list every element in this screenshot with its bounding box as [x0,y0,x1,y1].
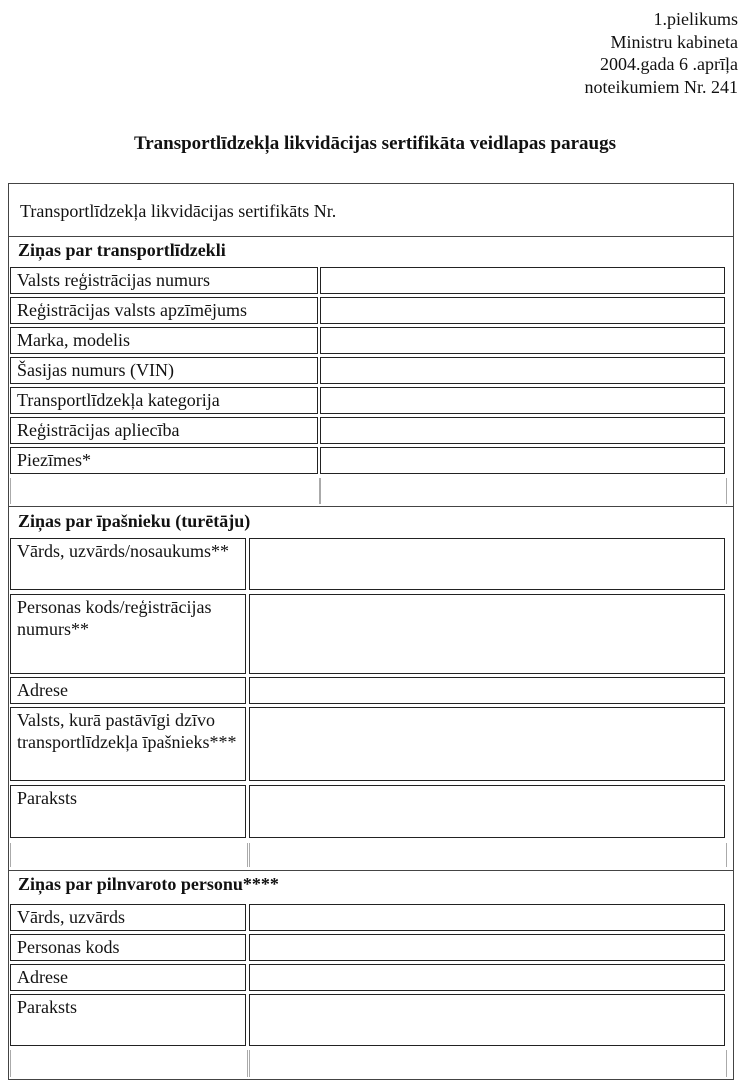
annex-issuer: Ministru kabineta [610,31,738,52]
proxy-section-heading: Ziņas par pilnvaroto personu**** [18,874,279,894]
vehicle-value-field[interactable] [320,387,725,414]
vehicle-blank-row [320,478,727,504]
vehicle-label-row: Piezīmes* [10,447,318,474]
vehicle-label-row: Marka, modelis [10,327,318,354]
vehicle-label-row: Šasijas numurs (VIN) [10,357,318,384]
annex-regulation: noteikumiem Nr. 241 [584,76,738,97]
proxy-blank-row [10,1050,248,1077]
owner-signature-field[interactable] [249,785,725,838]
owner-label-row: Vārds, uzvārds/nosaukums** [10,538,246,590]
page-title: Transportlīdzekļa likvidācijas sertifikāta veidlapas paraugs [133,133,617,154]
owner-value-field[interactable] [249,707,725,781]
owner-label-row: Valsts, kurā pastāvīgi dzīvo transportlīdzekļa īpašnieks*** [10,707,246,781]
owner-section-heading: Ziņas par īpašnieku (turētāju) [18,511,251,531]
owner-label-row: Personas kods/reģistrācijas numurs** [10,594,246,674]
owner-value-field[interactable] [249,594,725,674]
vehicle-section-heading: Ziņas par transportlīdzekli [18,240,226,260]
vehicle-value-field[interactable] [320,297,725,324]
annex-number: 1.pielikums [653,9,738,29]
vehicle-value-field[interactable] [320,417,725,444]
vehicle-label-row: Valsts reģistrācijas numurs [10,267,318,294]
proxy-signature-field[interactable] [249,994,725,1046]
vehicle-value-field[interactable] [320,267,725,294]
annex-header [585,8,738,98]
vehicle-value-field[interactable] [320,327,725,354]
vehicle-value-field[interactable] [320,357,725,384]
proxy-label-row: Personas kods [10,934,246,961]
vehicle-label-row: Reģistrācijas apliecība [10,417,318,444]
owner-value-field[interactable] [249,538,725,590]
proxy-section-divider [8,870,734,871]
annex-date: 2004.gada 6 .aprīļa [600,54,738,74]
vehicle-blank-row [10,478,320,504]
proxy-value-field[interactable] [249,934,725,961]
vehicle-value-field[interactable] [320,447,725,474]
owner-section-divider [8,506,734,507]
vehicle-label-row: Reģistrācijas valsts apzīmējums [10,297,318,324]
owner-blank-row [10,843,248,867]
proxy-label-row: Vārds, uzvārds [10,904,246,931]
owner-value-field[interactable] [249,677,725,704]
proxy-label-row: Paraksts [10,994,246,1046]
owner-label-row: Paraksts [10,785,246,838]
proxy-label-row: Adrese [10,964,246,991]
proxy-value-field[interactable] [249,964,725,991]
certificate-number-label: Transportlīdzekļa likvidācijas sertifikāts Nr. [20,201,337,221]
proxy-value-field[interactable] [249,904,725,931]
vehicle-section-divider [8,236,734,237]
vehicle-label-row: Transportlīdzekļa kategorija [10,387,318,414]
proxy-blank-row [249,1050,727,1077]
owner-blank-row [249,843,727,867]
owner-label-row: Adrese [10,677,246,704]
